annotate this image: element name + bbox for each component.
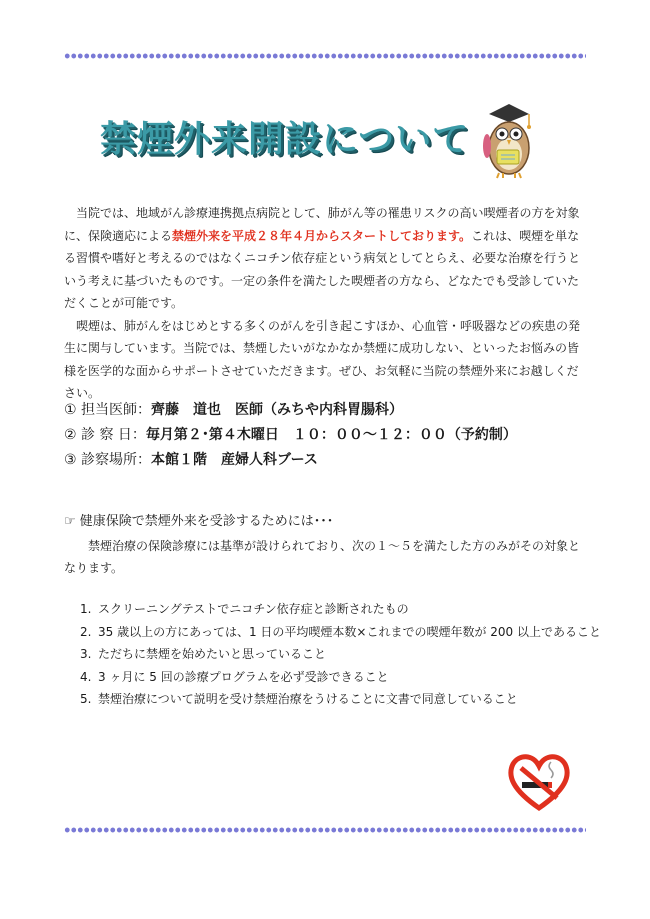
list-item-text: 禁煙治療について説明を受け禁煙治療をうけることに文書で同意していること	[98, 692, 518, 706]
intro-text	[64, 202, 589, 405]
date-row	[64, 423, 594, 448]
insurance-body-text: 禁煙治療の保険診療には基準が設けられており、次の１～５を満たした方のみがその対象となります。	[64, 539, 581, 575]
no-smoking-heart-icon	[505, 752, 573, 812]
list-item	[80, 688, 590, 711]
list-item-number: 3.	[80, 647, 92, 661]
criteria-list	[80, 598, 602, 711]
place-row	[64, 448, 594, 473]
list-item-number: 2.	[80, 624, 92, 639]
intro-paragraph-2	[64, 315, 589, 405]
place-value: 本館１階 産婦人科ブース	[151, 452, 318, 468]
doctor-row	[64, 398, 594, 423]
intro-p1-text: 当院では、地域がん診療連携拠点病院として、肺がん等の罹患リスクの高い喫煙者の方を対象に、保険適応による	[64, 206, 580, 243]
doctor-label: ① 担当医師：	[64, 402, 152, 418]
start-date-emphasis: 禁煙外来を平成２８年４月からスタートしております。	[172, 228, 472, 243]
list-item	[80, 598, 590, 621]
list-item-number: 5.	[80, 692, 92, 706]
insurance-heading	[64, 510, 333, 529]
list-item-text: 3 ヶ月に 5 回の診療プログラムを必ず受診できること	[98, 669, 389, 684]
owl-doctor-icon	[475, 100, 535, 180]
list-item-text: 35 歳以上の方にあっては、1 日の平均喫煙本数×これまでの喫煙年数が 200 以上であること	[98, 624, 602, 639]
date-value: 毎月第２･第４木曜日 １０：００～１２：００（予約制）	[145, 427, 517, 443]
bottom-dotted-border	[64, 826, 586, 834]
pointing-hand-icon: ☞	[64, 514, 76, 529]
list-item	[80, 666, 590, 689]
date-label: ② 診 察 日：	[64, 427, 146, 443]
insurance-body	[64, 535, 590, 579]
page-title: 禁煙外来開設について	[100, 119, 470, 160]
intro-p1-continued: これは、喫煙を単なる習慣や嗜好と考えるのではなくニコチン依存症という病気としてとらえ、必要な治療を行うという考えに基づいたものです。一定の条件を満たした喫煙者の方なら、どなたでも受診していただくことが可能です。	[64, 228, 581, 310]
list-item-number: 1.	[80, 602, 92, 616]
list-item-number: 4.	[80, 669, 92, 684]
place-label: ③ 診察場所：	[64, 452, 152, 468]
list-item	[80, 621, 602, 644]
clinic-info	[64, 398, 594, 473]
intro-p2-text: 喫煙は、肺がんをはじめとする多くのがんを引き起こすほか、心血管・呼吸器などの疾患の発生に関与しています。当院では、禁煙したいがなかなか禁煙に成功しない、といったお悩みの皆様を医学的な面からサポートさせていただきます。ぜひ、お気軽に当院の禁煙外来にお越しください。	[64, 318, 581, 400]
doctor-value: 齊藤 道也 医師（みちや内科胃腸科）	[151, 402, 404, 418]
list-item-text: ただちに禁煙を始めたいと思っていること	[98, 647, 327, 661]
title-block	[100, 118, 540, 178]
list-item	[80, 643, 590, 666]
top-dotted-border	[64, 52, 586, 60]
list-item-text: スクリーニングテストでニコチン依存症と診断されたもの	[98, 602, 409, 616]
insurance-heading-text: 健康保険で禁煙外来を受診するためには･･･	[79, 514, 334, 529]
intro-paragraph-1	[64, 202, 589, 315]
